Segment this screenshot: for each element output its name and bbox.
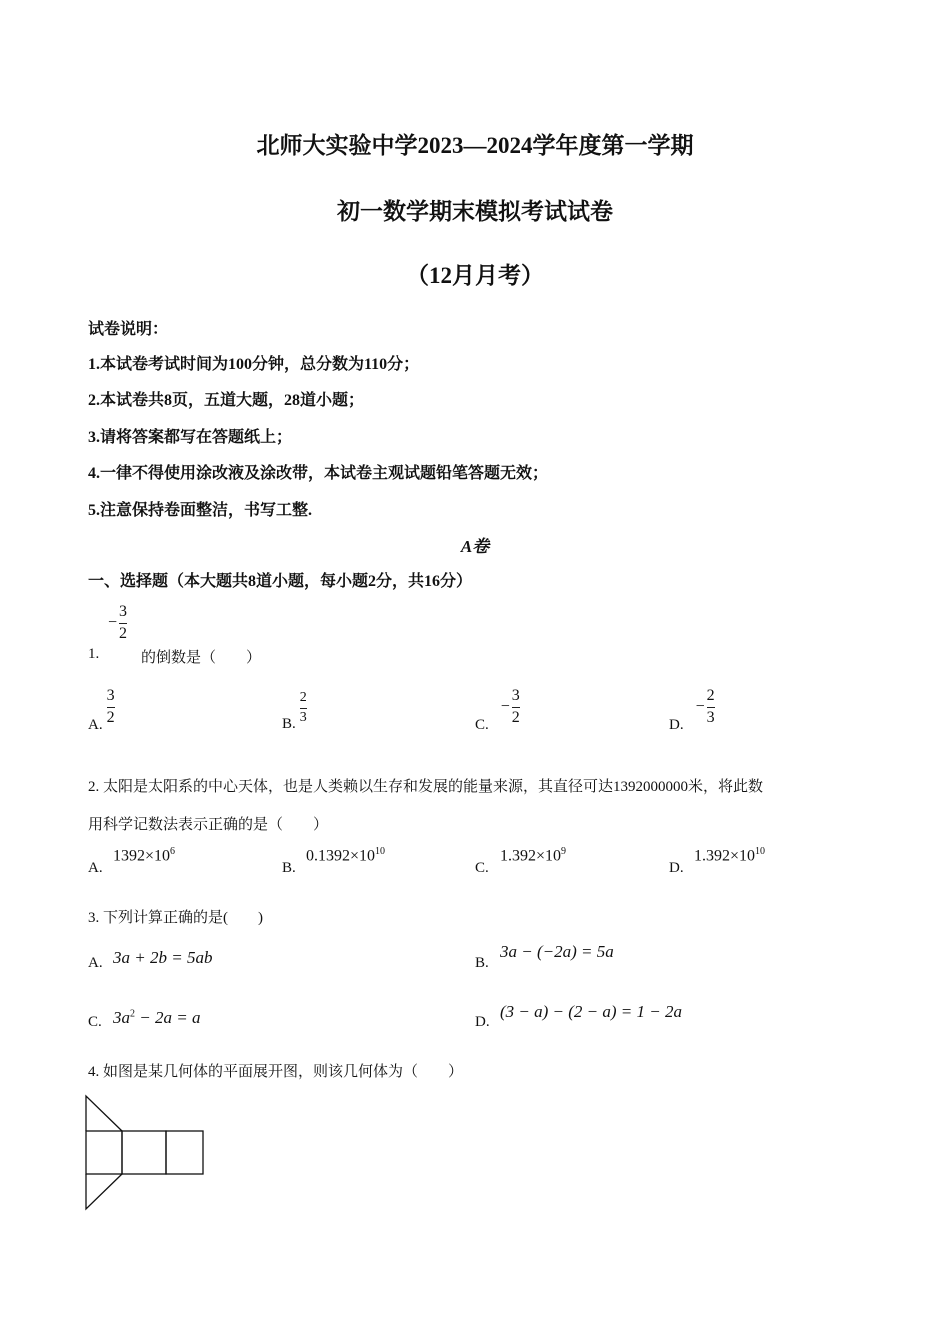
q2-option-d-letter[interactable]: D. xyxy=(669,860,684,876)
net-square-3 xyxy=(166,1131,203,1174)
q2-option-b-letter[interactable]: B. xyxy=(282,860,296,876)
q3-stem: 3. 下列计算正确的是( ) xyxy=(88,910,263,926)
q2-option-a-expr: $1392\times 10^6$ xyxy=(113,846,176,865)
exam-title-line2: 初一数学期末模拟考试试卷 xyxy=(337,199,613,224)
net-square-2 xyxy=(122,1131,166,1174)
q2-option-d-expr: $1.392\times 10^{10}$ xyxy=(694,846,766,865)
q3-option-a-expr: 3a + 2b = 5ab xyxy=(113,948,213,967)
q2-option-c-letter[interactable]: C. xyxy=(475,860,489,876)
q1-number: 1. xyxy=(88,646,100,662)
q1-option-a[interactable]: A. $\frac{3}{2}$ xyxy=(88,687,115,733)
q3-option-d-letter[interactable]: D. xyxy=(475,1014,490,1030)
q3-option-c-letter[interactable]: C. xyxy=(88,1014,102,1030)
q1-option-c[interactable]: C. − $\frac{3}{2}$ xyxy=(475,687,520,733)
q1-stem-fraction: − $\frac{3}{2}$ xyxy=(108,603,128,642)
q3-option-b-expr: 3a − (−2a) = 5a xyxy=(500,942,614,961)
q1-option-d[interactable]: D. − $\frac{2}{3}$ xyxy=(669,687,715,733)
q4-net-figure xyxy=(80,1090,215,1215)
part-title: 一、选择题（本大题共8道小题，每小题2分，共16分） xyxy=(88,573,473,590)
q3-option-d-expr: (3 − a) − (2 − a) = 1 − 2a xyxy=(500,1002,683,1021)
q1-option-b[interactable]: B. $\frac{2}{3}$ xyxy=(282,690,307,732)
q2-stem-line2: 用科学记数法表示正确的是（ ） xyxy=(88,817,329,833)
q1-stem-text: 的倒数是（ ） xyxy=(141,650,262,666)
q2-stem-line1: 2. 太阳是太阳系的中心天体，也是人类赖以生存和发展的能量来源，其直径可达1392000000米，将此数 xyxy=(88,779,764,795)
net-square-1 xyxy=(86,1131,122,1174)
instruction-item-2: 2.本试卷共8页，五道大题，28道小题； xyxy=(88,392,365,409)
q3-option-b-letter[interactable]: B. xyxy=(475,955,489,971)
instruction-item-5: 5.注意保持卷面整洁，书写工整. xyxy=(88,502,313,519)
q2-option-a-letter[interactable]: A. xyxy=(88,860,103,876)
instruction-item-4: 4.一律不得使用涂改液及涂改带，本试卷主观试题铅笔答题无效； xyxy=(88,465,549,482)
q3-option-a-letter[interactable]: A. xyxy=(88,955,103,971)
net-triangle-top xyxy=(86,1096,122,1131)
instruction-item-3: 3.请将答案都写在答题纸上； xyxy=(88,429,293,446)
q2-option-b-expr: $0.1392\times 10^{10}$ xyxy=(306,846,386,865)
exam-title-line1: 北师大实验中学2023—2024学年度第一学期 xyxy=(256,133,694,158)
q2-option-c-expr: $1.392\times 10^9$ xyxy=(500,846,567,865)
volume-label: A卷 xyxy=(460,537,490,556)
instructions-heading: 试卷说明： xyxy=(88,321,169,338)
exam-title-line3: （12月月考） xyxy=(406,263,544,288)
instruction-item-1: 1.本试卷考试时间为100分钟，总分数为110分； xyxy=(88,356,420,373)
q3-option-c-expr: $3a^2 - 2a = a$ xyxy=(113,1008,201,1027)
q4-stem: 4. 如图是某几何体的平面展开图，则该几何体为（ ） xyxy=(88,1064,464,1080)
net-triangle-bottom xyxy=(86,1174,122,1209)
